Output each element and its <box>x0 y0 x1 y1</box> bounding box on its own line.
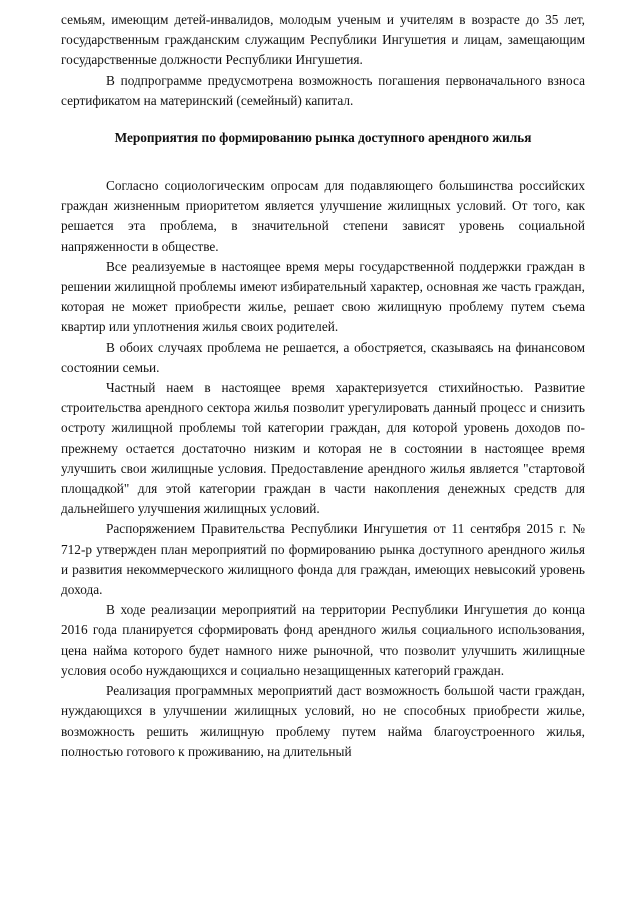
paragraph-government-order: Распоряжением Правительства Республики Ингушетия от 11 сентября 2015 г. № 712-р утвержден план мероприятий по формированию рынка доступного арендного жилья и развития некоммерческого жилищного фонда для граждан, имеющих невысокий уровень дохода. <box>61 521 585 598</box>
document-page <box>61 10 585 762</box>
paragraph-state-support: Все реализуемые в настоящее время меры государственной поддержки граждан в решении жилищной проблемы имеют избирательный характер, основная же часть граждан, которая не может приобрести жилье, решает свою жилищную проблему путем съема квартир или уплотнения жилья своих родителей. <box>61 258 585 335</box>
paragraph-private-rent: Частный наем в настоящее время характеризуется стихийностью. Развитие строительства арендного сектора жилья позволит урегулировать данный процесс и снизить остроту жилищной проблемы той категории граждан, для которой уровень доходов по-прежнему остается достаточно низким и которая не в состоянии в настоящее время улучшить свои жилищные условия. Предоставление арендного жилья является "стартовой площадкой" для этой категории граждан в части накопления денежных средств для дальнейшего улучшения жилищных условий. <box>61 380 585 517</box>
paragraph-rental-fund: В ходе реализации мероприятий на территории Республики Ингушетия до конца 2016 года планируется сформировать фонд арендного жилья социального использования, цена найма которого будет намного ниже рыночной, что позволит улучшить жилищные условия особо нуждающихся и социально незащищенных категорий граждан. <box>61 602 585 678</box>
section-heading: Мероприятия по формированию рынка доступного арендного жилья <box>114 130 532 146</box>
paragraph-sociological-surveys: Согласно социологическим опросам для подавляющего большинства российских граждан жизненным приоритетом является улучшение жилищных условий. От того, как решается эта проблема, в значительной степени зависят уровень социальной напряженности в обществе. <box>61 178 585 254</box>
paragraph-maternity-capital: В подпрограмме предусмотрена возможность погашения первоначального взноса сертификатом на материнский (семейный) капитал. <box>61 72 585 108</box>
paragraph-both-cases: В обоих случаях проблема не решается, а обостряется, сказываясь на финансовом состоянии семьи. <box>61 339 585 375</box>
paragraph-continuation: семьям, имеющим детей-инвалидов, молодым ученым и учителям в возрасте до 35 лет, государственным гражданским служащим Республики Ингушетия и лицам, замещающим государственные должности Республики Ингушетия. <box>61 12 585 68</box>
paragraph-program-implementation: Реализация программных мероприятий даст возможность большой части граждан, нуждающихся в улучшении жилищных условий, но не способных приобрести жилье, возможность решить жилищную проблему путем найма благоустроенного жилья, полностью готового к проживанию, на длительный <box>61 683 585 759</box>
